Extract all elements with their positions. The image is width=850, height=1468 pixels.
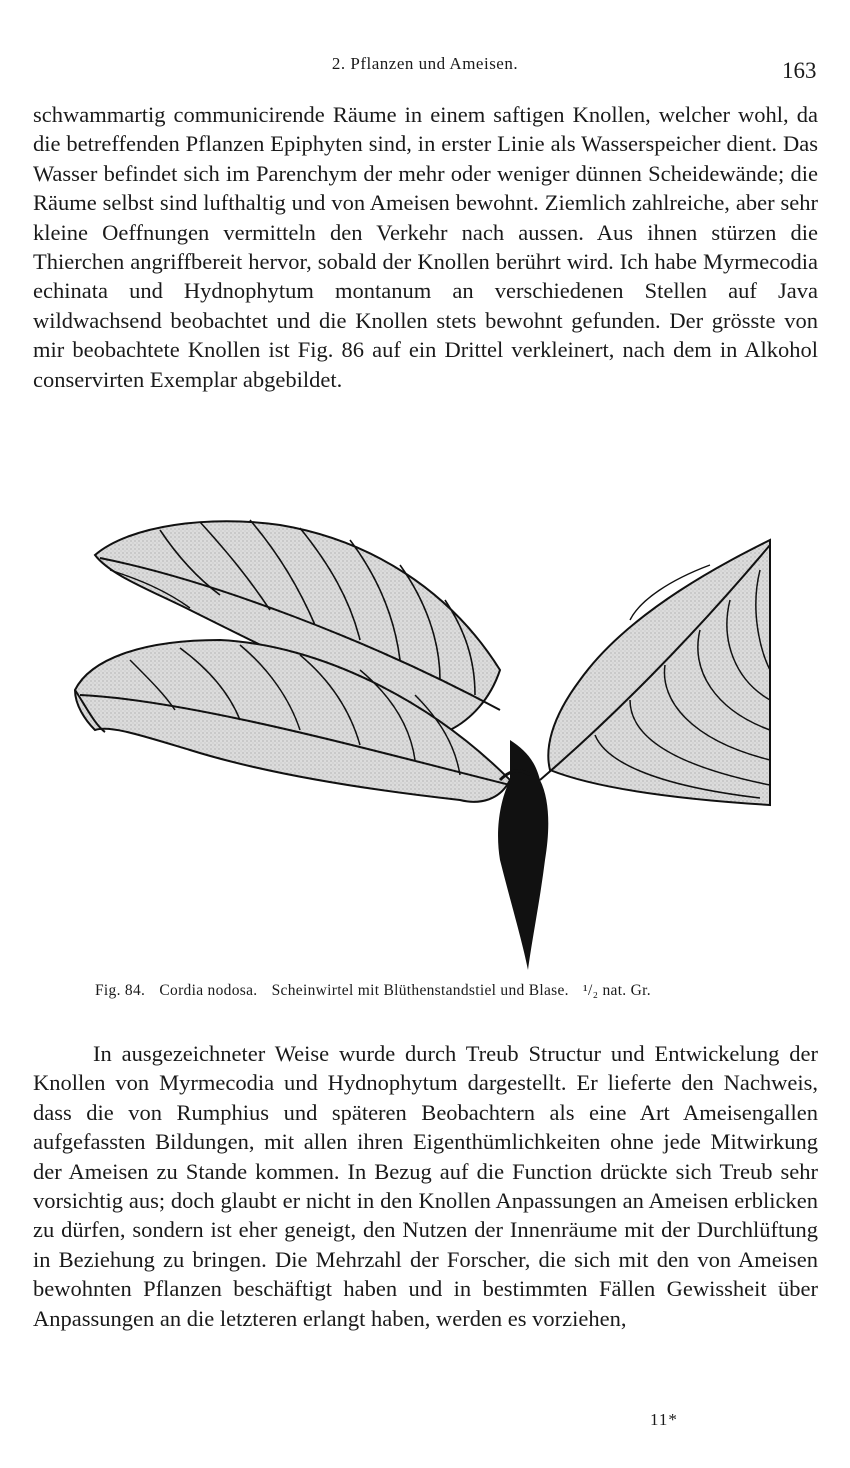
right-leaf — [540, 540, 770, 805]
stem-and-bladder — [498, 740, 548, 970]
paragraph-1: schwammartig communicirende Räume in einem saftigen Knollen, welcher wohl, da die betreffenden Pflanzen Epiphyten sind, in erster Linie als Wasserspeicher dient. Das Wasser befindet sich im Parenchym der mehr oder weniger dünnen Scheidewände; die Räume selbst sind lufthaltig und von Ameisen bewohnt. Ziemlich zahlreiche, aber sehr kleine Oeffnungen vermitteln den Verkehr nach aussen. Aus ihnen stürzen die Thierchen angriffbereit hervor, sobald der Knollen berührt wird. Ich habe Myrmecodia echinata und Hydnophytum montanum an verschiedenen Stellen auf Java wildwachsend beobachtet und die Knollen stets bewohnt gefunden. Der grösste von mir beobachtete Knollen ist Fig. 86 auf ein Drittel verkleinert, nach dem in Alkohol conservirten Exemplar abgebildet. — [33, 102, 818, 392]
signature-mark: 11* — [650, 1410, 678, 1429]
figure-label: Fig. 84. — [95, 982, 146, 999]
paragraph-2: In ausgezeichneter Weise wurde durch Treub Structur und Entwickelung der Knollen von Myrmecodia und Hydnophytum dargestellt. Er lieferte den Nachweis, dass die von Rumphius und späteren Beobachtern als eine Art Ameisengallen aufgefassten Bildungen, mit allen ihren Eigenthümlichkeiten ohne jede Mitwirkung der Ameisen zu Stande kommen. In Bezug auf die Function drückte sich Treub sehr vorsichtig aus; doch glaubt er nicht in den Knollen Anpassungen an Ameisen erblicken zu dürfen, sondern ist eher geneigt, den Nutzen der Innenräume mit der Durchlüftung in Beziehung zu bringen. Die Mehrzahl der Forscher, die sich mit den von Ameisen bewohnten Pflanzen beschäftigt haben und in bestimmten Fällen Gewissheit über Anpassungen an die letzteren erlangt haben, werden es vorziehen, — [33, 1041, 818, 1331]
leaf-drawing — [70, 500, 780, 980]
page-number: 163 — [782, 58, 817, 83]
running-title: 2. Pflanzen und Ameisen. — [331, 54, 519, 73]
figure-scale: ¹/₂ nat. Gr. — [583, 982, 651, 999]
figure-caption — [95, 982, 795, 1000]
figure-description: Scheinwirtel mit Blüthenstandstiel und Blase. — [271, 982, 569, 999]
figure-species: Cordia nodosa. — [159, 982, 258, 999]
figure-leaf-illustration — [70, 500, 780, 980]
